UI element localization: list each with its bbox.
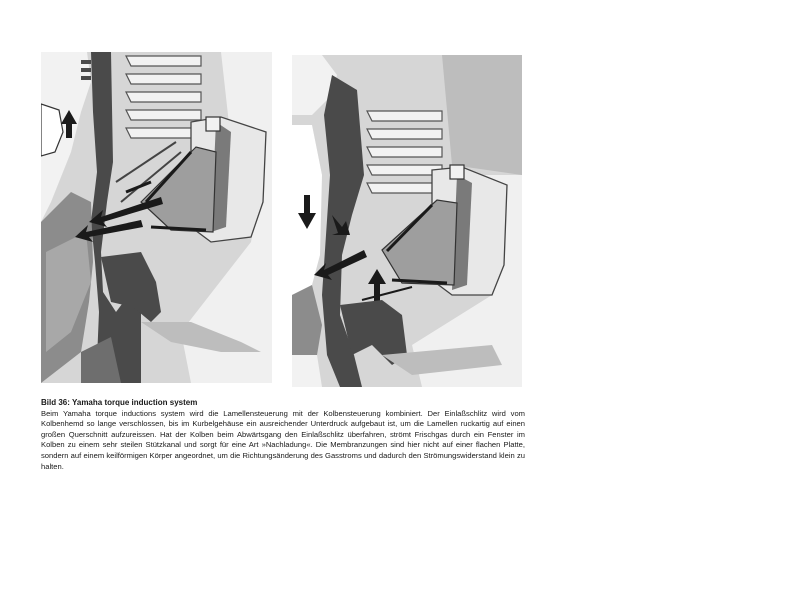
yamaha-yeis-intake-stroke-diagram-icon xyxy=(41,52,272,383)
caption-body: Beim Yamaha torque inductions system wird die Lamellensteuerung mit der Kolbensteuerung kombiniert. Der Einlaßschlitz wird vom Kolbenhemd so lange verschlossen, bis im Kurbelgehäuse ein ausreichender Unterdruck aufgebaut ist, um die Lamellen ruckartig auf einen großen Querschnitt aufzureissen. Hat der Kolben beim Abwärtsgang den Einlaßschlitz überfahren, strömt Frischgas durch ein Fenster im Kolben zu einem sehr steilen Stützkanal und sorgt für eine Art »Nachladung«. Die Membranzungen sind hier nicht auf einer flachen Platte, sondern auf einem keilförmigen Körper angeordnet, um die Richtungsänderung des Gasstroms und dadurch den Strömungswiderstand klein zu halten. xyxy=(41,408,525,471)
figure-caption xyxy=(41,398,525,472)
right-diagram xyxy=(292,55,522,387)
yamaha-yeis-transfer-stroke-diagram-icon xyxy=(292,55,522,387)
caption-title: Bild 36: Yamaha torque induction system xyxy=(41,398,198,407)
left-diagram xyxy=(41,52,272,383)
